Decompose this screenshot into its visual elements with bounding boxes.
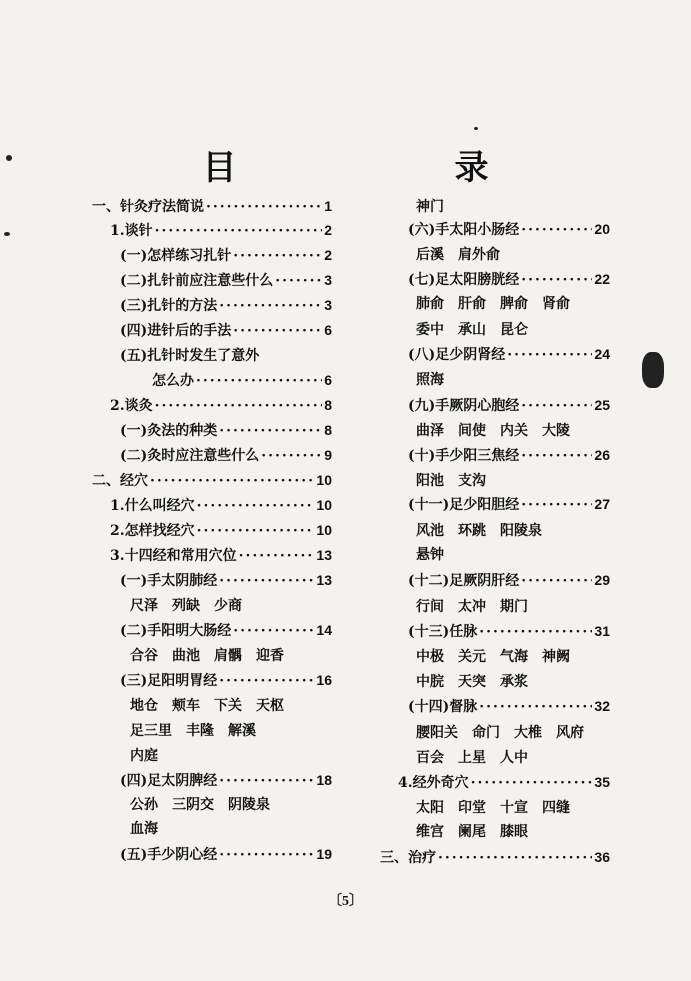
toc-entry-label: (五)扎针时发生了意外 xyxy=(120,348,260,364)
toc-entry-label: 公孙 三阴交 阴陵泉 xyxy=(130,797,270,813)
toc-entry-label: 足三里 丰隆 解溪 xyxy=(130,723,256,739)
toc-page-number: 9 xyxy=(324,447,332,463)
toc-leader-dots xyxy=(196,373,322,389)
toc-entry[interactable] xyxy=(380,219,610,243)
toc-page-number: 6 xyxy=(324,372,332,388)
toc-entry-label: 3.十四经和常用穴位 xyxy=(110,548,237,564)
toc-entry-label: 百会 上星 人中 xyxy=(416,750,528,766)
toc-entry[interactable] xyxy=(92,320,332,344)
toc-subentry[interactable] xyxy=(380,293,610,317)
scan-speck xyxy=(4,232,10,236)
toc-entry[interactable] xyxy=(92,670,332,694)
toc-entry-label: (三)扎针的方法 xyxy=(120,298,218,314)
toc-entry-label: (四)进针后的手法 xyxy=(120,323,232,339)
toc-entry-label: (二)扎针前应注意些什么 xyxy=(120,273,274,289)
toc-entry-label: 怎么办 xyxy=(152,373,194,389)
toc-subentry[interactable] xyxy=(92,595,332,619)
toc-page-number: 10 xyxy=(316,472,332,488)
toc-entry-label: 行间 太冲 期门 xyxy=(416,599,528,615)
toc-leader-dots xyxy=(219,573,314,589)
toc-page-number: 8 xyxy=(324,397,332,413)
toc-entry[interactable] xyxy=(92,620,332,644)
scan-speck xyxy=(642,352,664,388)
scan-speck xyxy=(474,127,478,130)
toc-page-number: 10 xyxy=(316,497,332,513)
toc-subentry[interactable] xyxy=(380,369,610,393)
toc-entry-label: 中脘 天突 承浆 xyxy=(416,674,528,690)
toc-page-number: 14 xyxy=(316,622,332,638)
toc-page-number: 3 xyxy=(324,297,332,313)
toc-subentry[interactable] xyxy=(92,345,332,369)
toc-page-number: 27 xyxy=(594,496,610,512)
toc-entry-label: 曲泽 间使 内关 大陵 xyxy=(416,423,570,439)
toc-subentry[interactable] xyxy=(380,520,610,544)
toc-entry-label: 地仓 颊车 下关 天枢 xyxy=(130,698,284,714)
toc-entry-label: 太阳 印堂 十宣 四缝 xyxy=(416,800,570,816)
toc-entry-label: 二、经穴 xyxy=(92,473,148,489)
toc-subentry[interactable] xyxy=(380,747,610,771)
toc-entry-label: 神门 xyxy=(416,199,444,215)
toc-entry[interactable] xyxy=(380,494,610,518)
toc-leader-dots xyxy=(233,323,322,339)
toc-leader-dots xyxy=(197,498,315,514)
toc-entry[interactable] xyxy=(380,269,610,293)
toc-entry[interactable] xyxy=(92,570,332,594)
toc-entry-label: (八)足少阴肾经 xyxy=(408,347,506,363)
toc-leader-dots xyxy=(239,548,315,564)
toc-page-number: 35 xyxy=(594,774,610,790)
toc-entry-label: (七)足太阳膀胱经 xyxy=(408,272,520,288)
page-title: 目 录 xyxy=(202,148,539,188)
toc-entry[interactable] xyxy=(92,470,332,494)
toc-leader-dots xyxy=(219,773,314,789)
toc-subentry[interactable] xyxy=(380,470,610,494)
toc-page-number: 19 xyxy=(316,846,332,862)
toc-entry[interactable] xyxy=(380,847,610,871)
toc-subentry[interactable] xyxy=(380,671,610,695)
toc-leader-dots xyxy=(206,199,322,215)
toc-page-number: 6 xyxy=(324,322,332,338)
toc-leader-dots xyxy=(150,473,314,489)
toc-page-number: 29 xyxy=(594,572,610,588)
toc-subentry[interactable] xyxy=(380,544,610,568)
toc-page-number: 13 xyxy=(316,547,332,563)
toc-entry[interactable] xyxy=(92,495,332,519)
toc-page-number: 2 xyxy=(324,247,332,263)
toc-subentry[interactable] xyxy=(380,196,610,220)
toc-entry-label: 腰阳关 命门 大椎 风府 xyxy=(416,725,584,741)
toc-page-number: 13 xyxy=(316,572,332,588)
toc-entry[interactable] xyxy=(92,370,332,394)
toc-entry-label: (三)足阳明胃经 xyxy=(120,673,218,689)
toc-subentry[interactable] xyxy=(380,797,610,821)
toc-page-number: 16 xyxy=(316,672,332,688)
toc-leader-dots xyxy=(197,523,315,539)
toc-leader-dots xyxy=(275,273,322,289)
toc-subentry[interactable] xyxy=(380,722,610,746)
toc-entry[interactable] xyxy=(380,445,610,469)
toc-entry-label: (一)怎样练习扎针 xyxy=(120,248,232,264)
toc-leader-dots xyxy=(219,423,322,439)
toc-entry-label: 内庭 xyxy=(130,748,158,764)
toc-page-number: 31 xyxy=(594,623,610,639)
toc-subentry[interactable] xyxy=(380,596,610,620)
toc-entry-label: 2.怎样找经穴 xyxy=(110,523,195,539)
page-number: 〔5〕 xyxy=(328,894,363,909)
toc-entry-label: 照海 xyxy=(416,372,444,388)
toc-leader-dots xyxy=(155,223,323,239)
toc-subentry[interactable] xyxy=(92,745,332,769)
toc-leader-dots xyxy=(521,272,592,288)
toc-leader-dots xyxy=(233,623,314,639)
toc-leader-dots xyxy=(219,298,322,314)
toc-entry[interactable] xyxy=(92,245,332,269)
toc-entry-label: 血海 xyxy=(130,821,158,837)
toc-leader-dots xyxy=(521,573,592,589)
toc-entry-label: 委中 承山 昆仑 xyxy=(416,322,528,338)
toc-entry-label: (四)足太阴脾经 xyxy=(120,773,218,789)
toc-entry-label: 肺俞 肝俞 脾俞 肾俞 xyxy=(416,296,570,312)
toc-page-number: 24 xyxy=(594,346,610,362)
toc-entry[interactable] xyxy=(92,770,332,794)
toc-entry-label: 一、针灸疗法简说 xyxy=(92,199,204,215)
toc-entry[interactable] xyxy=(380,772,610,796)
toc-entry[interactable] xyxy=(380,621,610,645)
toc-leader-dots xyxy=(479,699,592,715)
toc-entry-label: (二)灸时应注意些什么 xyxy=(120,448,260,464)
toc-entry[interactable] xyxy=(92,196,332,220)
toc-subentry[interactable] xyxy=(92,720,332,744)
toc-entry-label: 风池 环跳 阳陵泉 xyxy=(416,523,542,539)
toc-leader-dots xyxy=(471,775,593,791)
toc-entry-label: (十四)督脉 xyxy=(408,699,478,715)
toc-entry-label: 维宫 阑尾 膝眼 xyxy=(416,824,528,840)
toc-subentry[interactable] xyxy=(92,695,332,719)
toc-entry[interactable] xyxy=(92,270,332,294)
toc-page-number: 25 xyxy=(594,397,610,413)
toc-leader-dots xyxy=(507,347,592,363)
scan-speck xyxy=(6,155,12,161)
toc-entry[interactable] xyxy=(92,295,332,319)
toc-leader-dots xyxy=(479,624,592,640)
toc-leader-dots xyxy=(438,850,592,866)
toc-entry[interactable] xyxy=(92,844,332,868)
toc-entry-label: (九)手厥阴心胞经 xyxy=(408,398,520,414)
toc-leader-dots xyxy=(521,222,592,238)
toc-entry-label: 合谷 曲池 肩髃 迎香 xyxy=(130,648,284,664)
toc-entry-label: 悬钟 xyxy=(416,547,444,563)
toc-entry-label: (五)手少阴心经 xyxy=(120,847,218,863)
toc-page-number: 8 xyxy=(324,422,332,438)
toc-entry[interactable] xyxy=(92,220,332,244)
toc-subentry[interactable] xyxy=(380,244,610,268)
toc-entry-label: 后溪 肩外俞 xyxy=(416,247,500,263)
toc-entry-label: (十)手少阳三焦经 xyxy=(408,448,520,464)
toc-subentry[interactable] xyxy=(92,818,332,842)
toc-entry-label: (六)手太阳小肠经 xyxy=(408,222,520,238)
toc-subentry[interactable] xyxy=(380,646,610,670)
toc-page-number: 36 xyxy=(594,849,610,865)
toc-entry-label: 1.什么叫经穴 xyxy=(110,498,195,514)
toc-leader-dots xyxy=(521,398,592,414)
toc-entry-label: 尺泽 列缺 少商 xyxy=(130,598,242,614)
toc-page-number: 32 xyxy=(594,698,610,714)
toc-entry[interactable] xyxy=(92,545,332,569)
toc-entry[interactable] xyxy=(380,570,610,594)
toc-subentry[interactable] xyxy=(92,794,332,818)
toc-subentry[interactable] xyxy=(380,821,610,845)
toc-entry-label: 4.经外奇穴 xyxy=(398,775,469,791)
toc-page-number: 26 xyxy=(594,447,610,463)
toc-page-number: 18 xyxy=(316,772,332,788)
toc-entry[interactable] xyxy=(380,395,610,419)
toc-entry-label: 1.谈针 xyxy=(110,223,153,239)
toc-page-number: 20 xyxy=(594,221,610,237)
toc-entry-label: (十三)任脉 xyxy=(408,624,478,640)
toc-page-number: 2 xyxy=(324,222,332,238)
toc-page-number: 22 xyxy=(594,271,610,287)
toc-page-number: 3 xyxy=(324,272,332,288)
toc-subentry[interactable] xyxy=(380,420,610,444)
toc-leader-dots xyxy=(521,497,592,513)
toc-entry-label: (二)手阳明大肠经 xyxy=(120,623,232,639)
toc-entry-label: 2.谈灸 xyxy=(110,398,153,414)
toc-subentry[interactable] xyxy=(92,645,332,669)
toc-entry[interactable] xyxy=(380,344,610,368)
toc-leader-dots xyxy=(219,673,314,689)
toc-entry-label: 三、治疗 xyxy=(380,850,436,866)
toc-entry[interactable] xyxy=(380,696,610,720)
toc-entry-label: (十二)足厥阴肝经 xyxy=(408,573,520,589)
toc-entry[interactable] xyxy=(92,420,332,444)
toc-leader-dots xyxy=(521,448,592,464)
toc-leader-dots xyxy=(219,847,314,863)
toc-entry[interactable] xyxy=(92,445,332,469)
toc-entry-label: (一)灸法的种类 xyxy=(120,423,218,439)
toc-entry-label: 中极 关元 气海 神阙 xyxy=(416,649,570,665)
toc-leader-dots xyxy=(233,248,322,264)
toc-entry[interactable] xyxy=(92,395,332,419)
toc-entry-label: 阳池 支沟 xyxy=(416,473,486,489)
toc-entry[interactable] xyxy=(92,520,332,544)
toc-subentry[interactable] xyxy=(380,319,610,343)
toc-leader-dots xyxy=(261,448,322,464)
toc-entry-label: (十一)足少阳胆经 xyxy=(408,497,520,513)
toc-page-number: 1 xyxy=(324,198,332,214)
toc-leader-dots xyxy=(155,398,323,414)
toc-entry-label: (一)手太阴肺经 xyxy=(120,573,218,589)
toc-page-number: 10 xyxy=(316,522,332,538)
